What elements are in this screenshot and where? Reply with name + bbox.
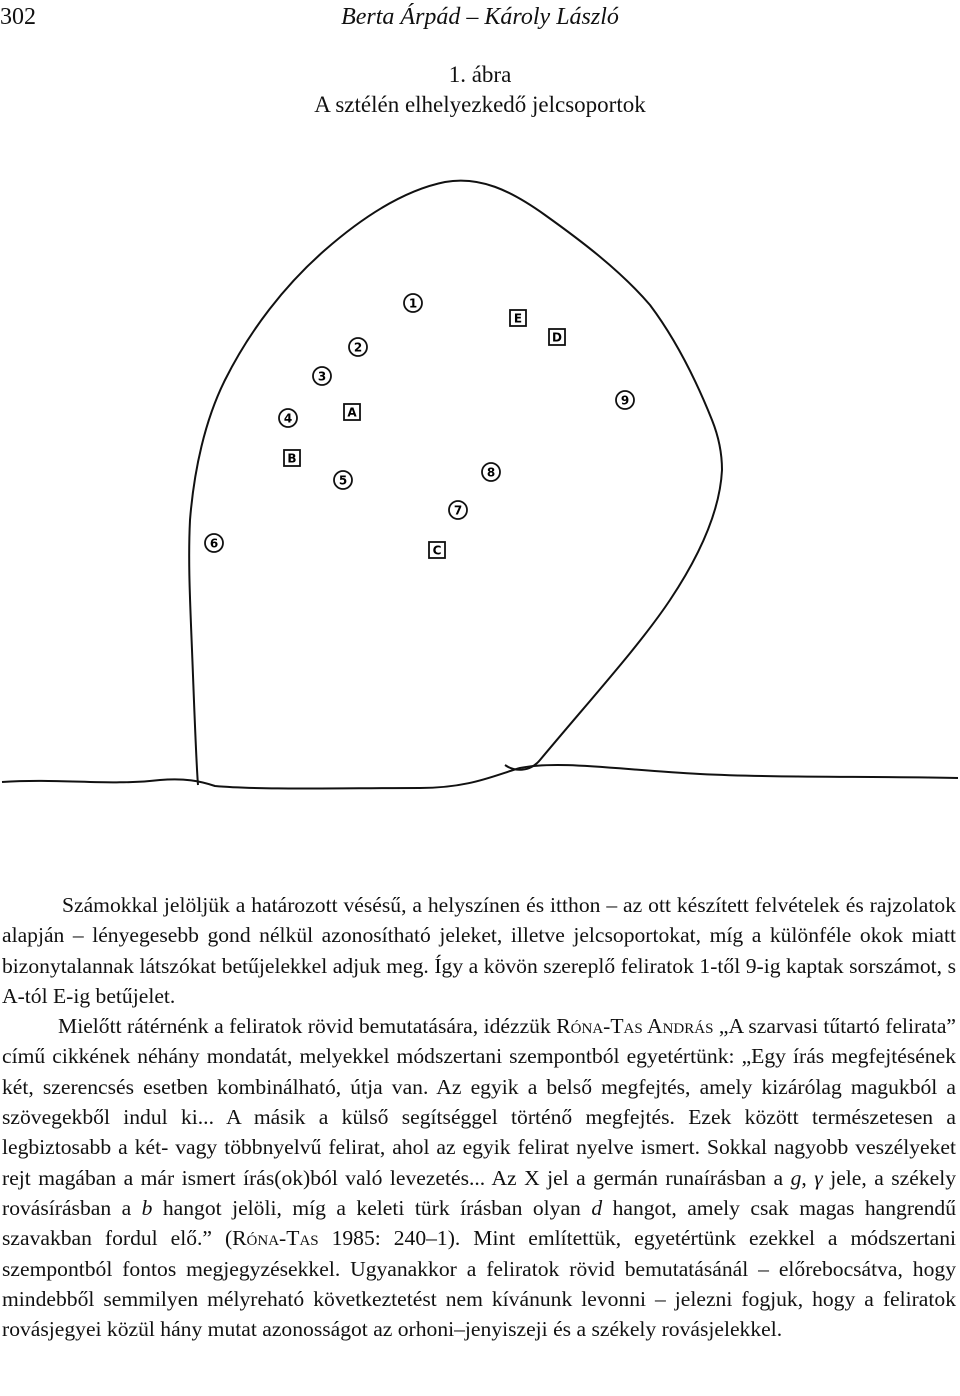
figure-title: A sztélén elhelyezkedő jelcsoportok <box>314 92 646 117</box>
circle-label-7 <box>449 501 467 519</box>
square-label-A <box>344 404 360 420</box>
p2-text-g: 1985: 240–1). Mint említettük, egyetértünk ezekkel a módszertani szempontból fontos megjegyzésekkel. Ugyanakkor a feliratok rövid bemutatásánál – előrebocsátva, hogy mindebből semmilyen mélyreható következtetést nem kívánunk levonni – jelezni fogjuk, hogy a feliratok rovásjegyei közül hány mutat azonosságot az orhoni–jenyiszeji és a székely rovásjelekkel. <box>2 1226 957 1342</box>
p2-text-c: , <box>801 1165 815 1190</box>
page-header <box>0 4 960 34</box>
letter-g: g <box>790 1165 802 1190</box>
figure-caption <box>0 60 960 120</box>
paragraph-2 <box>2 1011 956 1344</box>
circle-label-5 <box>334 471 352 489</box>
circle-label-1 <box>404 294 422 312</box>
citation-author: Róna-Tas <box>232 1226 319 1251</box>
figure-number: 1. ábra <box>448 62 512 87</box>
paragraph-1: Számokkal jelöljük a határozott vésésű, a helyszínen és itthon – az ott készített felvételek és rajzolatok alapján – lényegesebb gond nélkül azonosítható jeleket, illetve jelcsoportokat, míg a különféle okok miatt bizonytalannak látszókat betűjelekkel adjuk meg. Így a kövön szereplő feliratok 1-től 9-ig kaptak sorszámot, s A-tól E-ig betűjelet. <box>2 893 956 1008</box>
circle-label-6 <box>205 534 223 552</box>
page-number: 302 <box>0 4 36 30</box>
svg-text:E: E <box>513 311 523 326</box>
svg-text:7: 7 <box>453 503 463 518</box>
p2-text-e: hangot jelöli, míg a keleti türk írásban olyan <box>152 1195 592 1220</box>
svg-text:3: 3 <box>317 369 327 384</box>
letter-gamma: γ <box>814 1165 823 1190</box>
svg-text:B: B <box>287 451 297 466</box>
running-head: Berta Árpád – Károly László <box>341 4 619 30</box>
stele-outline <box>189 181 722 785</box>
svg-text:2: 2 <box>353 340 363 355</box>
p2-text-f: hangot, amely csak magas hangrendű szavakban fordul elő.” ( <box>2 1195 957 1251</box>
square-label-B <box>284 450 300 466</box>
svg-text:6: 6 <box>209 536 219 551</box>
svg-text:1: 1 <box>408 296 418 311</box>
stele-figure <box>0 160 960 840</box>
square-label-C <box>429 542 445 558</box>
body-text <box>2 890 956 1344</box>
svg-text:5: 5 <box>338 473 348 488</box>
svg-text:8: 8 <box>486 465 496 480</box>
p2-text-d: jele, a székely rovásírásban a <box>2 1165 957 1220</box>
author-name: Róna-Tas András <box>556 1014 714 1039</box>
square-label-D <box>549 329 565 345</box>
svg-text:9: 9 <box>620 393 630 408</box>
p2-text-a: Mielőtt rátérnénk a feliratok rövid bemutatására, idézzük <box>58 1014 557 1039</box>
circle-label-3 <box>313 367 331 385</box>
svg-text:A: A <box>347 405 357 420</box>
svg-text:D: D <box>552 330 562 345</box>
svg-text:4: 4 <box>283 411 293 426</box>
letter-b: b <box>141 1195 153 1220</box>
circle-label-8 <box>482 463 500 481</box>
circle-label-2 <box>349 338 367 356</box>
circle-label-4 <box>279 409 297 427</box>
letter-d: d <box>591 1195 603 1220</box>
square-label-E <box>510 310 526 326</box>
circle-label-9 <box>616 391 634 409</box>
p2-text-b: „A szarvasi tűtartó felirata” című cikkének néhány mondatát, melyekkel módszertani szempontból egyetértünk: „Egy írás megfejtésének két, szerencsés esetben kombinálható, útja van. Az egyik a belső megfejtés, amely kizárólag magukból a szövegekből indul ki... A másik a külső segítséggel történő megfejtés. Ezek között természetesen a legbiztosabb a két- vagy többnyelvű felirat, ahol az egyik felirat nyelve ismert. Sokkal nagyobb veszélyeket rejt magában a már ismert írás(ok)ból való levezetés... Az X jel a germán runaírásban a <box>2 1014 956 1190</box>
svg-text:C: C <box>432 543 442 558</box>
ground-line <box>2 765 958 789</box>
